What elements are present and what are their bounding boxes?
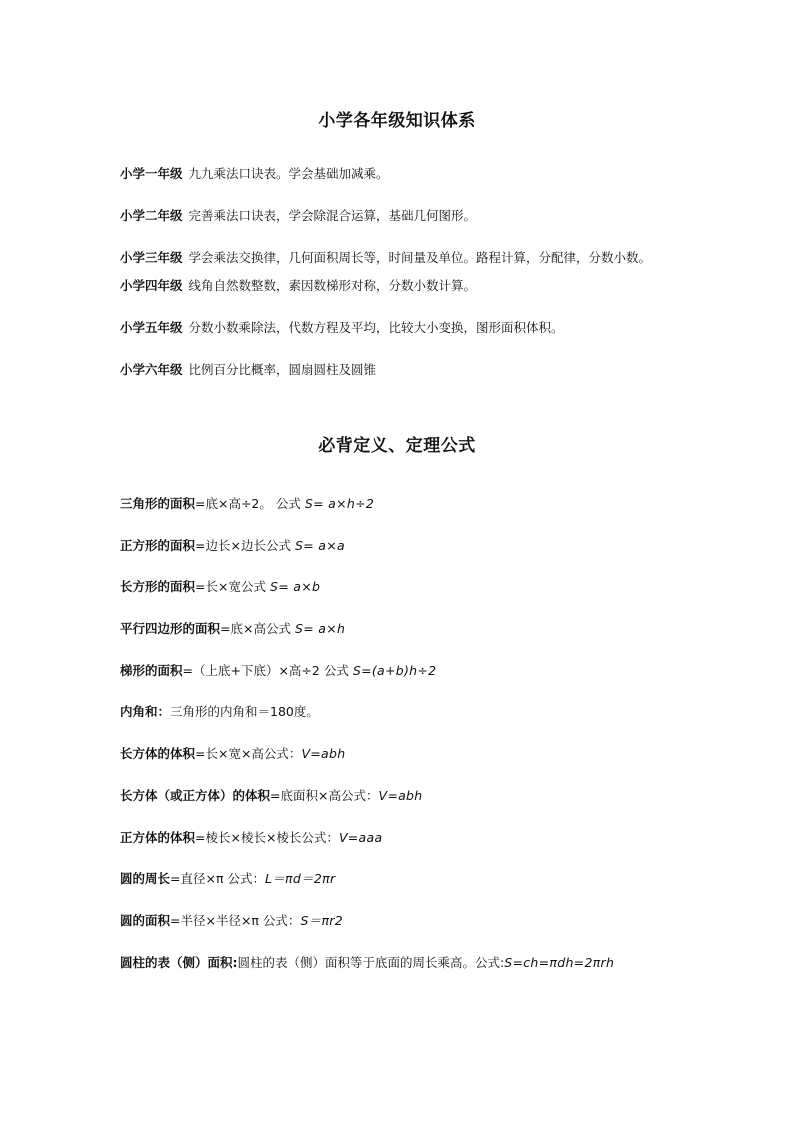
formula-label: 正方形的面积 — [120, 537, 196, 553]
grade-label: 小学二年级 — [120, 208, 183, 223]
formula-item — [120, 822, 680, 854]
formula-item — [120, 696, 680, 728]
formula-label: 梯形的面积 — [120, 662, 183, 678]
formula-text: =长×宽×高公式： — [195, 746, 302, 762]
section-title-grade-knowledge: 小学各年级知识体系 — [318, 111, 476, 131]
grade-text: 比例百分比概率，圆扇圆柱及圆锥 — [188, 362, 377, 377]
formula-expression: S= a×a — [294, 537, 345, 553]
grade-text: 九九乘法口诀表。学会基础加减乘。 — [188, 166, 389, 181]
formula-label: 平行四边形的面积 — [120, 621, 221, 637]
formula-label: 圆的周长 — [120, 871, 171, 887]
grade-knowledge-list — [120, 158, 680, 396]
grade-label: 小学三年级 — [120, 250, 183, 265]
formula-item — [120, 863, 680, 895]
formula-text: 三角形的内角和＝180度。 — [170, 704, 319, 720]
formula-label: 圆柱的表（侧）面积: — [120, 954, 238, 970]
formula-expression: S＝πr2 — [300, 912, 343, 928]
formula-text: =（上底+下底）×高÷2 公式 — [182, 662, 349, 678]
formula-text: =长×宽公式 — [195, 579, 266, 595]
formula-item — [120, 613, 680, 645]
grade-text: 线角自然数整数，素因数梯形对称，分数小数计算。 — [188, 278, 477, 293]
formula-expression: S=ch=πdh=2πrh — [504, 954, 615, 970]
formula-text: =底面积×高公式： — [270, 787, 379, 803]
formula-text: =边长×边长公式 — [195, 537, 291, 553]
grade-label: 小学六年级 — [120, 362, 183, 377]
grade-text: 学会乘法交换律，几何面积周长等，时间量及单位。路程计算，分配律，分数小数。 — [188, 250, 652, 265]
grade-label: 小学一年级 — [120, 166, 183, 181]
formula-expression: V=aaa — [338, 829, 383, 845]
formula-label: 正方体的体积 — [120, 829, 196, 845]
formula-text: =半径×半径×π 公式： — [170, 912, 301, 928]
formula-label: 内角和： — [120, 704, 171, 720]
formula-item — [120, 905, 680, 937]
formula-item — [120, 780, 680, 812]
grade-label: 小学四年级 — [120, 278, 183, 293]
formula-item — [120, 530, 680, 562]
section-title-formulas: 必背定义、定理公式 — [318, 436, 476, 456]
formula-text: 圆柱的表（侧）面积等于底面的周长乘高。公式: — [237, 954, 505, 970]
grade-text: 分数小数乘除法，代数方程及平均，比较大小变换，图形面积体积。 — [188, 320, 564, 335]
formula-label: 圆的面积 — [120, 912, 171, 928]
formula-text: =直径×π 公式： — [170, 871, 265, 887]
formula-expression: S= a×b — [269, 579, 321, 595]
formula-list — [120, 488, 680, 988]
formula-item — [120, 947, 680, 979]
grade-label: 小学五年级 — [120, 320, 183, 335]
grade-text: 完善乘法口诀表，学会除混合运算，基础几何图形。 — [188, 208, 477, 223]
formula-label: 三角形的面积 — [120, 496, 196, 511]
formula-text: =底×高公式 — [220, 621, 291, 637]
formula-expression: V=abh — [301, 746, 346, 762]
grade-item-1 — [120, 158, 680, 190]
formula-item — [120, 488, 680, 520]
formula-item — [120, 571, 680, 603]
grade-item-4 — [120, 270, 680, 302]
grade-item-5 — [120, 312, 680, 344]
formula-expression: V=abh — [378, 787, 423, 803]
formula-item — [120, 655, 680, 687]
formula-expression: L＝πd＝2πr — [264, 871, 336, 887]
formula-label: 长方体的体积 — [120, 746, 196, 762]
formula-expression: S= a×h — [294, 621, 346, 637]
formula-expression: S=(a+b)h÷2 — [352, 662, 437, 678]
formula-expression: S= a×h÷2 — [304, 496, 375, 511]
grade-item-2 — [120, 200, 680, 232]
grade-item-6 — [120, 354, 680, 386]
formula-text: =棱长×棱长×棱长公式： — [195, 829, 339, 845]
formula-item — [120, 738, 680, 770]
formula-label: 长方体（或正方体）的体积 — [120, 787, 271, 803]
formula-label: 长方形的面积 — [120, 579, 196, 595]
formula-text: =底×高÷2。 公式 — [195, 496, 301, 511]
